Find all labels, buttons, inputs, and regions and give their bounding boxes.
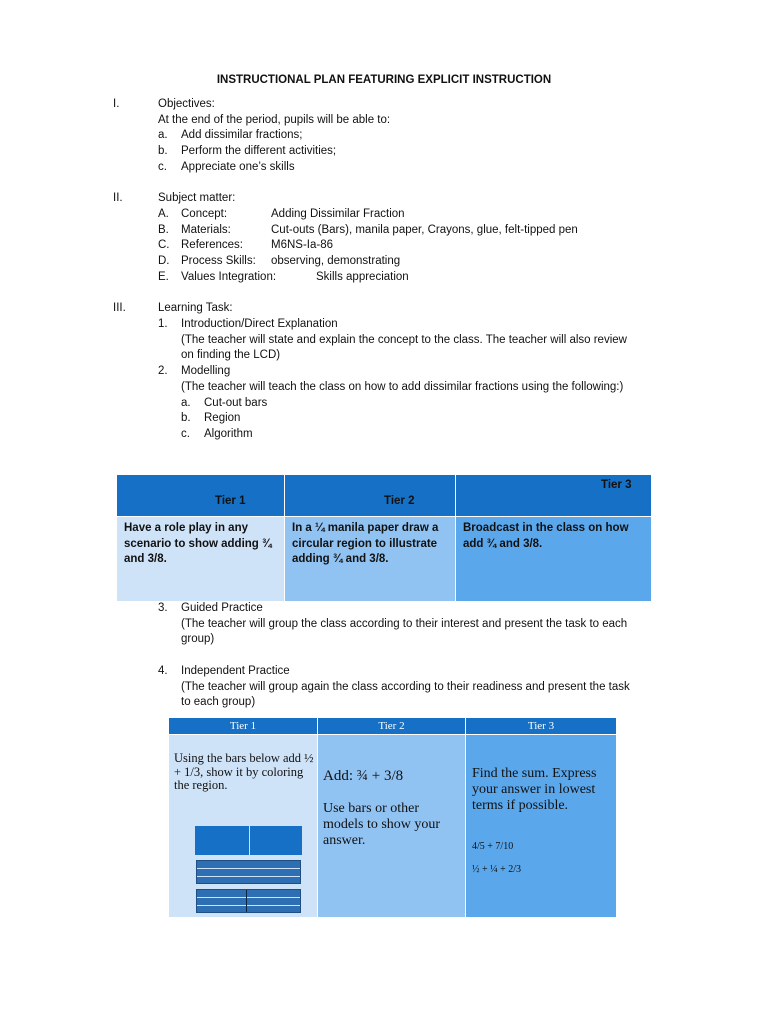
section-number: III. [113,302,126,314]
tier-table-1 [117,475,651,601]
section-number: I. [113,98,120,110]
task-text: Find the sum. Express your answer in lowest terms if possible. [472,766,597,813]
step-title: Modelling [181,365,231,377]
table-header-cell [456,475,651,516]
table-header-label: Tier 2 [384,495,415,507]
list-letter: a. [158,129,168,141]
step-number: 4. [158,665,168,677]
list-item: Add dissimilar fractions; [181,129,303,141]
subject-value: observing, demonstrating [271,255,401,267]
table-cell [169,734,318,917]
list-item: Appreciate one’s skills [181,161,295,173]
task-text: Using the bars below add ½ + 1/3, show it by coloring the region. [174,751,314,792]
fraction-bar-thirds [196,860,301,884]
table-header-cell [285,475,456,516]
list-letter: D. [158,255,170,267]
step-description: on finding the LCD) [181,349,281,361]
list-item: Region [204,412,241,424]
list-item: Algorithm [204,428,253,440]
bar-divider [197,876,300,877]
subject-value: Skills appreciation [316,271,409,283]
section-heading: Learning Task: [158,302,233,314]
list-letter: b. [158,145,168,157]
list-letter: b. [181,412,191,424]
step-number: 3. [158,602,168,614]
subject-value: M6NS-Ia-86 [271,239,333,251]
step-title: Independent Practice [181,665,290,677]
section-number: II. [113,192,123,204]
list-letter: a. [181,397,191,409]
page-title: INSTRUCTIONAL PLAN FEATURING EXPLICIT INSTRUCTION [216,74,552,86]
list-letter: c. [158,161,167,173]
fraction-bar-half [195,826,249,855]
subject-key: Materials: [181,224,231,236]
table-cell: Broadcast in the class on how add ¾ and 3/8. [456,516,651,601]
step-number: 1. [158,318,168,330]
table-header-label: Tier 3 [601,479,632,491]
bar-divider [197,868,300,869]
step-title: Introduction/Direct Explanation [181,318,338,330]
objectives-intro: At the end of the period, pupils will be able to: [158,114,391,126]
table-cell: Have a role play in any scenario to show adding ¾ and 3/8. [117,516,285,601]
task-equation: Add: ¾ + 3/8 [323,768,404,784]
subject-key: Values Integration: [181,271,277,283]
step-number: 2. [158,365,168,377]
section-heading: Subject matter: [158,192,236,204]
table-header-cell [117,475,285,516]
step-description: group) [181,633,215,645]
bar-divider [246,890,247,912]
fraction-bar-half [250,826,302,855]
subject-key: Concept: [181,208,228,220]
table-header-cell: Tier 2 [318,718,466,734]
tier-table-2 [169,718,616,917]
list-letter: E. [158,271,169,283]
step-description: to each group) [181,696,256,708]
list-letter: C. [158,239,170,251]
task-equation: 4/5 + 7/10 [472,841,514,852]
table-header-cell: Tier 3 [466,718,616,734]
list-letter: B. [158,224,169,236]
step-description: (The teacher will teach the class on how to add dissimilar fractions using the following:) [181,381,624,393]
list-item: Perform the different activities; [181,145,337,157]
subject-key: References: [181,239,244,251]
bar-divider [197,897,300,898]
list-item: Cut-out bars [204,397,268,409]
fraction-bar-grid [196,889,301,913]
bar-divider [197,905,300,906]
list-letter: c. [181,428,190,440]
subject-value: Adding Dissimilar Fraction [271,208,405,220]
list-letter: A. [158,208,169,220]
table-header-cell: Tier 1 [169,718,318,734]
subject-value: Cut-outs (Bars), manila paper, Crayons, glue, felt-tipped pen [271,224,578,236]
table-cell: In a ¼ manila paper draw a circular region to illustrate adding ¾ and 3/8. [285,516,456,601]
section-heading: Objectives: [158,98,215,110]
step-title: Guided Practice [181,602,263,614]
step-description: (The teacher will state and explain the concept to the class. The teacher will also review [181,334,627,346]
task-equation: ½ + ¼ + 2/3 [472,864,522,875]
subject-key: Process Skills: [181,255,256,267]
table-cell [318,734,466,917]
table-header-label: Tier 1 [215,495,246,507]
step-description: (The teacher will group again the class according to their readiness and present the task [181,681,630,693]
table-cell [466,734,616,917]
task-text: Use bars or other models to show your answer. [323,801,441,848]
step-description: (The teacher will group the class according to their interest and present the task to each [181,618,628,630]
